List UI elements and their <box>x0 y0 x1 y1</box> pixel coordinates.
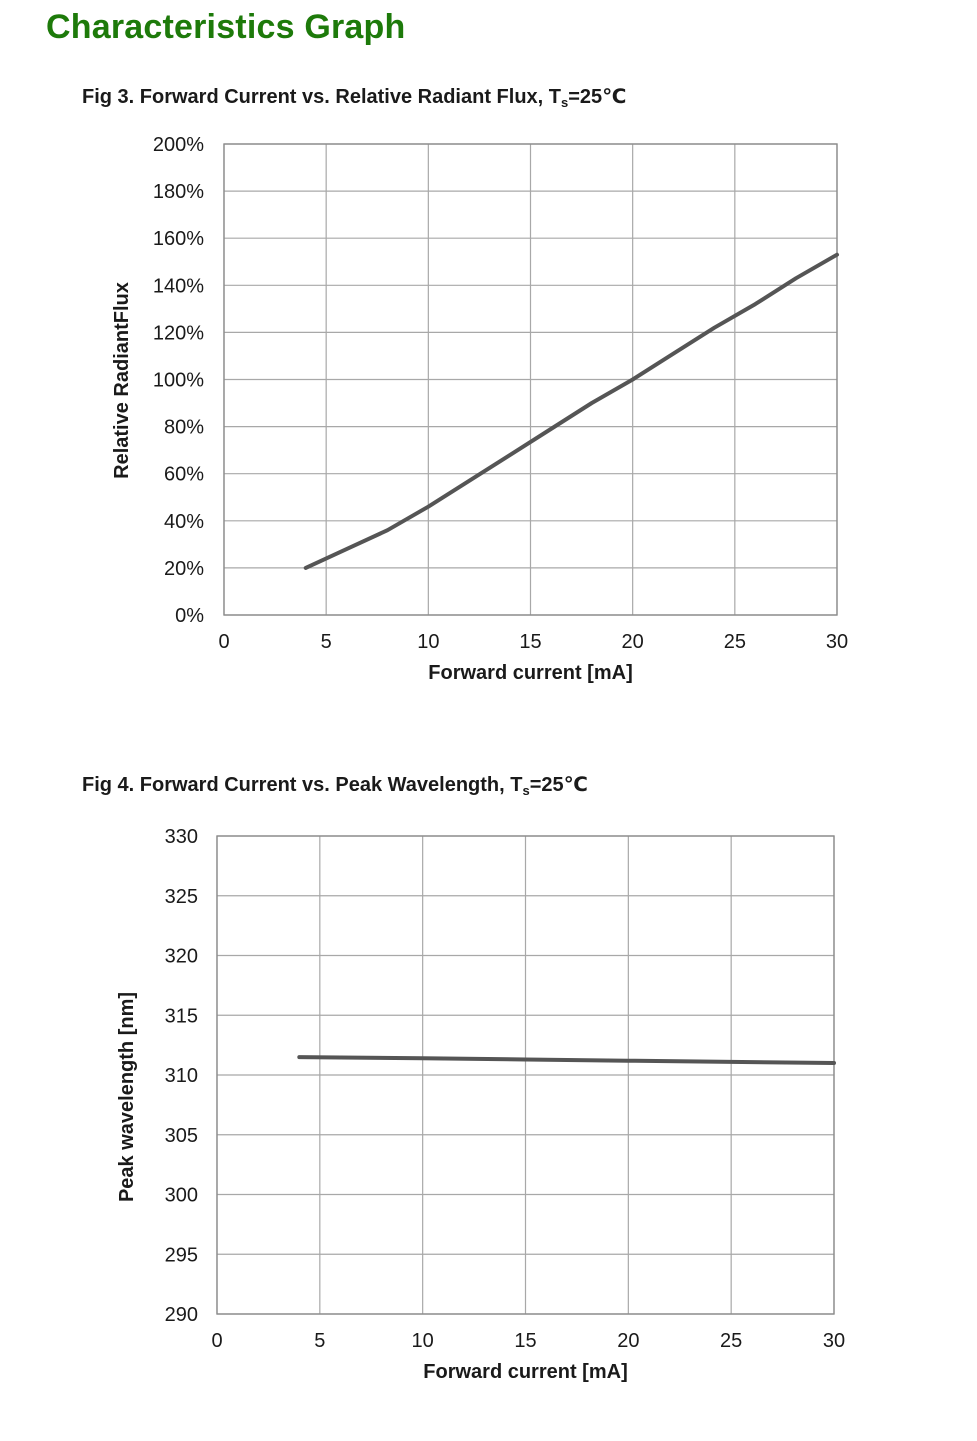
fig3-title-main: Fig 3. Forward Current vs. Relative Radiant Flux, T <box>82 86 561 108</box>
fig3-y-tick-label: 60% <box>163 463 204 486</box>
fig3-title-tail: =25℃ <box>568 86 627 108</box>
fig4-y-tick-label: 290 <box>164 1304 198 1326</box>
fig4-y-tick-label: 315 <box>164 1005 198 1028</box>
fig4-y-tick-label: 305 <box>164 1124 198 1147</box>
fig4-title-tail: =25℃ <box>529 774 588 796</box>
fig3-y-tick-label: 120% <box>152 322 204 345</box>
fig4-y-axis-title: Peak wavelength [nm] <box>116 991 138 1203</box>
fig3-y-tick-label: 200% <box>152 134 204 156</box>
fig4-x-tick-label: 20 <box>617 1330 640 1352</box>
fig3-y-tick-label: 0% <box>175 605 204 627</box>
fig4-x-tick-label: 25 <box>720 1330 743 1352</box>
fig3-x-tick-label: 30 <box>825 631 849 653</box>
fig4-y-tick-label: 300 <box>164 1184 198 1207</box>
fig4-title-main: Fig 4. Forward Current vs. Peak Wavelength, T <box>82 774 523 796</box>
fig3-title-sub: s <box>560 95 569 110</box>
fig3-y-tick-label: 180% <box>152 181 204 204</box>
fig3-y-tick-label: 140% <box>152 275 204 298</box>
fig4-x-axis-title: Forward current [mA] <box>423 1361 628 1383</box>
fig3-title <box>82 84 626 110</box>
fig4-series-line <box>299 1057 834 1063</box>
fig4-y-tick-label: 310 <box>164 1065 198 1087</box>
fig3-x-tick-label: 20 <box>621 631 644 653</box>
fig3-x-tick-label: 25 <box>723 631 746 653</box>
fig3-x-tick-label: 0 <box>218 631 230 653</box>
fig3-x-tick-label: 10 <box>417 631 440 653</box>
fig3-y-tick-label: 20% <box>163 557 204 580</box>
fig4-x-tick-label: 5 <box>314 1330 326 1352</box>
fig3-y-axis-title: Relative RadiantFlux <box>111 282 133 479</box>
fig4-y-tick-label: 325 <box>164 885 198 908</box>
fig3-x-axis-title: Forward current [mA] <box>428 662 633 684</box>
fig4-x-tick-label: 30 <box>822 1330 846 1352</box>
fig3-chart <box>0 120 977 700</box>
fig4-y-tick-label: 320 <box>164 945 198 968</box>
fig4-y-tick-label: 295 <box>164 1244 198 1267</box>
fig4-y-tick-label: 330 <box>164 826 198 848</box>
fig4-x-tick-label: 0 <box>211 1330 223 1352</box>
fig4-x-tick-label: 10 <box>411 1330 434 1352</box>
fig3-x-tick-label: 15 <box>519 631 542 653</box>
fig3-x-tick-label: 5 <box>320 631 332 653</box>
fig4-title-sub: s <box>522 783 530 798</box>
fig3-y-tick-label: 80% <box>163 416 204 439</box>
fig4-chart <box>0 812 977 1402</box>
fig3-y-tick-label: 160% <box>152 228 204 251</box>
fig4-x-tick-label: 15 <box>514 1330 537 1352</box>
fig3-y-tick-label: 40% <box>163 510 204 533</box>
page-title: Characteristics Graph <box>46 8 406 46</box>
fig3-y-tick-label: 100% <box>152 369 204 392</box>
fig4-title <box>82 772 588 798</box>
